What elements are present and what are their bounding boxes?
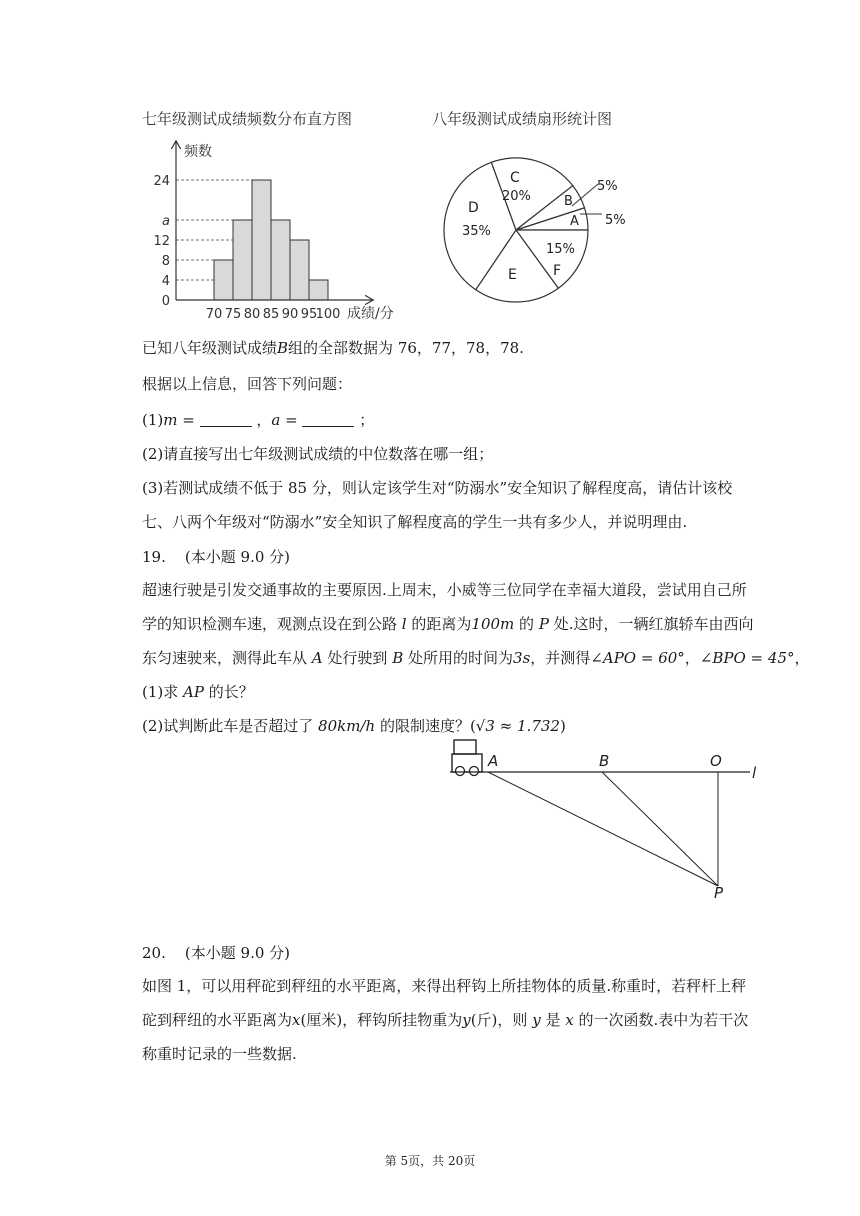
pie-label-e: E [508,267,517,283]
histogram-chart [140,136,410,326]
answer-blank-m [200,412,252,427]
histogram-bar-70-75 [214,260,233,300]
problem-19-line3: 东匀速驶来，测得此车从 A 处行驶到 B 处所用的时间为3s，并测得∠APO = 60°，∠BPO = 45°， [142,649,810,667]
pie-label-d: D [468,200,479,216]
histogram-ytick-0: 24 [153,174,170,189]
pie-title: 八年级测试成绩扇形统计图 [432,110,613,128]
problem-20-line1: 如图 1，可以用秤砣到秤纽的水平距离，来得出秤钩上所挂物体的质量.称重时，若秤杆上秤 [142,977,747,995]
page-footer: 第 5页，共 20页 [384,1154,476,1168]
histogram-xtick-80: 80 [243,307,261,322]
histogram-xtick-95: 95 [300,307,318,322]
segment-ap [488,772,718,886]
histogram-bar-85-90 [271,220,290,300]
pie-label-a: A [570,214,579,229]
histogram-ytick-4: 4 [161,274,170,289]
histogram-ytick-2: 12 [153,234,170,249]
histogram-xtick-70: 70 [205,307,223,322]
pie-pct-c: 20% [502,189,531,204]
histogram-ytick-1: a [162,214,170,229]
segment-bp [602,772,718,886]
line-l-label: l [752,764,757,782]
pie-pct-b: 5% [597,179,618,194]
histogram-bar-80-85 [252,180,271,300]
pie-pct-a: 5% [605,213,626,228]
problem-19-line2: 学的知识检测车速，观测点设在到公路 l 的距离为100m 的 P 处.这时，一辆红旗轿车由西向 [142,615,754,633]
question-2: (2)请直接写出七年级测试成绩的中位数落在哪一组； [142,445,494,463]
pie-label-b: B [564,194,573,209]
pie-pct-d: 35% [462,224,491,239]
pie-chart [440,140,640,310]
histogram-bar-75-80 [233,220,252,300]
problem-20-header: 20. (本小题 9.0 分) [142,944,291,962]
problem-19-q1: (1)求 AP 的长？ [142,683,254,701]
problem-20-line2: 砣到秤纽的水平距离为x(厘米)，秤钩所挂物重为y(斤)，则 y 是 x 的一次函数.表中为若干次 [142,1011,749,1029]
histogram-ytick-5: 0 [161,294,170,309]
histogram-xtick-90: 90 [281,307,299,322]
pie-label-f: F [553,263,562,279]
problem-19-line1: 超速行驶是引发交通事故的主要原因.上周末，小威等三位同学在幸福大道段，尝试用自己所 [142,581,747,599]
histogram-ytick-3: 8 [161,254,170,269]
point-a-label: A [488,752,499,770]
pie-pct-f: 15% [546,242,575,257]
point-p-label: P [714,884,724,900]
x-axis-label: 成绩/分 [347,306,394,322]
problem-19-header: 19. (本小题 9.0 分) [142,548,291,566]
histogram-xtick-100: 100 [315,307,341,322]
point-b-label: B [599,752,610,770]
given-data-line: 已知八年级测试成绩B组的全部数据为 76，77，78，78. [142,339,524,357]
pie-label-c: C [510,170,520,186]
histogram-bar-90-95 [290,240,309,300]
problem-20-line3: 称重时记录的一些数据. [142,1045,297,1063]
problem-19-q2: (2)试判断此车是否超过了 80km/h 的限制速度？(√3 ≈ 1.732) [142,717,566,735]
road-geometry-figure [446,736,766,900]
y-axis-label: 频数 [184,144,212,160]
point-o-label: O [710,752,722,770]
question-1: (1)m = ，a = ； [142,411,375,429]
car-icon [452,740,482,776]
histogram-title: 七年级测试成绩频数分布直方图 [142,110,353,128]
question-3-line2: 七、八两个年级对“防溺水”安全知识了解程度高的学生一共有多少人，并说明理由. [142,513,688,531]
answer-blank-a [302,412,354,427]
histogram-xtick-75: 75 [224,307,242,322]
histogram-bar-95-100 [309,280,328,300]
histogram-xtick-85: 85 [262,307,280,322]
instruction-line: 根据以上信息，回答下列问题： [142,375,353,393]
question-3-line1: (3)若测试成绩不低于 85 分，则认定该学生对“防溺水”安全知识了解程度高，请估计该校 [142,479,733,497]
